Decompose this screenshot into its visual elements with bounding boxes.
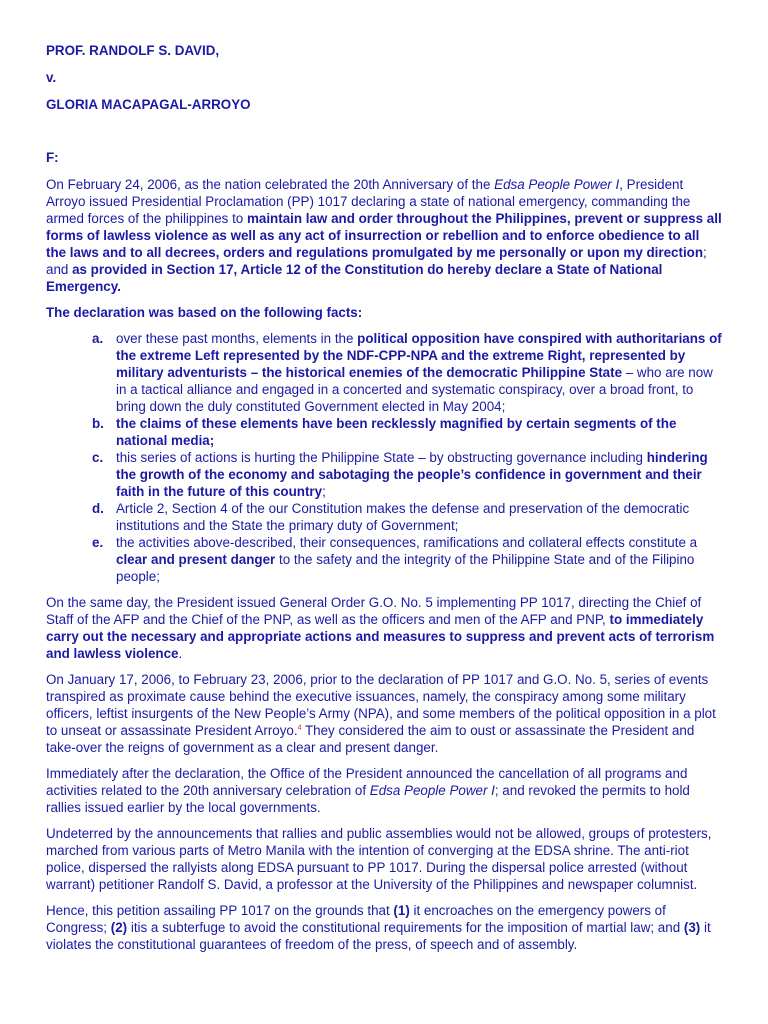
list-marker: b.	[92, 416, 104, 431]
text-run: Article 2, Section 4 of the our Constitution makes the defense and preservation of the democratic institutions and the State the primary duty of Government;	[116, 501, 690, 533]
text-run: , President Arroyo issued Presidential Proclamation (PP) 1017 declaring a state of national emergency, commanding the armed forces of the philippines to	[46, 177, 691, 226]
list-marker: d.	[92, 501, 104, 516]
paragraph-dispersal	[46, 825, 722, 893]
text-run: On February 24, 2006, as the nation celebrated the 20th Anniversary of the	[46, 177, 495, 192]
text-run: – who are now in a tactical alliance and engaged in a concerted and systematic conspiracy, over a broad front, to bring down the duly constituted Government elected in May 2004;	[116, 365, 713, 414]
bold-run: maintain law and order throughout the Philippines, prevent or suppress all forms of lawless violence as well as any act of insurrection or rebellion and to enforce obedience to all the laws and to all decrees, orders and regulations promulgated by me personally or upon my direction	[46, 211, 722, 260]
paragraph-events	[46, 671, 722, 756]
text-run: the activities above-described, their consequences, ramifications and collateral effects constitute a	[116, 535, 698, 550]
list-item-a	[46, 330, 722, 415]
italic-run: Edsa People Power I	[369, 783, 495, 798]
paragraph-facts-intro	[46, 304, 722, 321]
text-run: On January 17, 2006, to February 23, 2006, prior to the declaration of PP 1017 and G.O. No. 5, series of events transpired as proximate cause behind the executive issuances, namely, the conspiracy among some military officers, leftist insurgents of the New People’s Army (NPA), and some members of the political opposition in a plot to unseat or assassinate President Arroyo.	[46, 672, 716, 738]
respondent-name: GLORIA MACAPAGAL-ARROYO	[46, 97, 251, 112]
bold-run: political opposition have conspired with authoritarians of the extreme Left represented by the NDF-CPP-NPA and the extreme Right, represented by military adventurists – the historical enemies of the democratic Philippine State	[116, 331, 722, 380]
facts-heading: F:	[46, 150, 59, 165]
paragraph-general-order	[46, 594, 722, 662]
petitioner-name: PROF. RANDOLF S. DAVID,	[46, 43, 220, 58]
bold-run: The declaration was based on the following facts:	[46, 305, 363, 320]
text-run: They considered the aim to oust or assassinate the President and take-over the reigns of government as a clear and present danger.	[46, 723, 695, 755]
bold-run: the claims of these elements have been recklessly magnified by certain segments of the national media;	[116, 416, 677, 448]
text-run: ; and revoked the permits to hold rallies issued earlier by the local governments.	[46, 783, 690, 815]
text-run: to the safety and the integrity of the Philippine State and of the Filipino people;	[116, 552, 695, 584]
text-run: this series of actions is hurting the Philippine State – by obstructing governance including	[116, 450, 647, 465]
text-run: it encroaches on the emergency powers of Congress;	[46, 903, 666, 935]
list-item-b	[46, 415, 722, 449]
text-run: itis a subterfuge to avoid the constitutional requirements for the imposition of martial law; and	[127, 920, 684, 935]
text-run: On the same day, the President issued General Order G.O. No. 5 implementing PP 1017, directing the Chief of Staff of the AFP and the Chief of the PNP, as well as the officers and men of the AFP and PNP,	[46, 595, 702, 627]
footnote-link[interactable]: 4	[297, 724, 302, 732]
document-body	[46, 176, 722, 962]
list-marker: c.	[92, 450, 104, 465]
bold-run: to immediately carry out the necessary and appropriate actions and measures to suppress and prevent acts of terrorism and lawless violence	[46, 612, 715, 661]
bold-run: (1)	[393, 903, 410, 918]
text-run: Undeterred by the announcements that rallies and public assemblies would not be allowed, groups of protesters, marched from various parts of Metro Manila with the intention of converging at the EDSA shrine. The anti-riot police, dispersed the rallyists along EDSA pursuant to PP 1017. During the dispersal police arrested (without warrant) petitioner Randolf S. David, a professor at the University of the Philippines and newspaper columnist.	[46, 826, 712, 892]
paragraph-petition	[46, 902, 722, 953]
bold-run: hindering the growth of the economy and sabotaging the people’s confidence in government and their faith in the future of this country	[116, 450, 708, 499]
versus-label: v.	[46, 70, 57, 85]
bold-run: (2)	[110, 920, 128, 935]
paragraph-cancellation	[46, 765, 722, 816]
list-item-e	[46, 534, 722, 585]
bold-run: (3)	[683, 920, 701, 935]
text-run: Hence, this petition assailing PP 1017 on the grounds that	[46, 903, 394, 918]
text-run: Immediately after the declaration, the Office of the President announced the cancellation of all programs and activities related to the 20th anniversary celebration of	[46, 766, 688, 798]
list-marker: e.	[92, 535, 104, 550]
bold-run: clear and present danger	[116, 552, 276, 567]
list-item-c	[46, 449, 722, 500]
list-item-d	[46, 500, 722, 534]
text-run: ; and	[46, 245, 707, 277]
text-run: ;	[322, 484, 326, 499]
list-marker: a.	[92, 331, 104, 346]
bold-run: as provided in Section 17, Article 12 of the Constitution do hereby declare a State of National Emergency.	[46, 262, 663, 294]
italic-run: Edsa People Power I	[494, 177, 620, 192]
text-run: over these past months, elements in the	[116, 331, 358, 346]
paragraph-proclamation	[46, 176, 722, 295]
text-run: it violates the constitutional guarantees of freedom of the press, of speech and of assembly.	[46, 920, 711, 952]
facts-list	[46, 330, 722, 585]
text-run: .	[178, 646, 183, 661]
